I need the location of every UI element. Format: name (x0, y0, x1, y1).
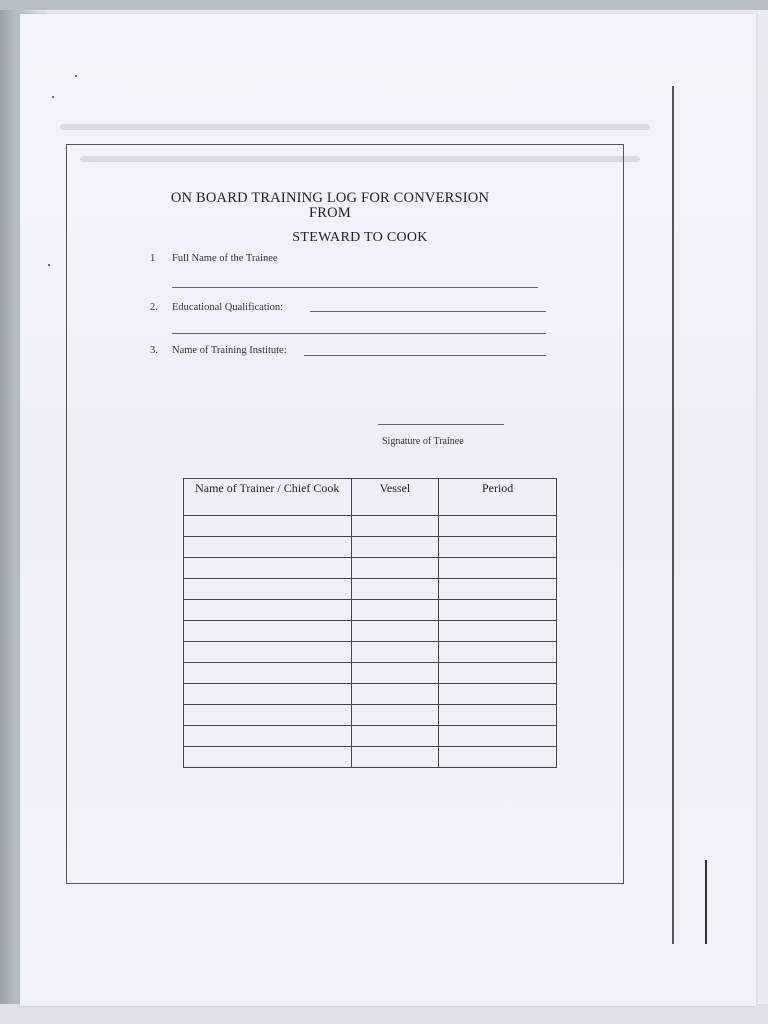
trainer-cell[interactable] (184, 663, 352, 684)
vessel-cell[interactable] (351, 726, 439, 747)
table-row (184, 537, 557, 558)
trainer-cell[interactable] (184, 684, 352, 705)
table-row (184, 684, 557, 705)
bleed-through-smudge (60, 124, 650, 130)
trainer-cell[interactable] (184, 516, 352, 537)
period-cell[interactable] (439, 621, 557, 642)
header-period: Period (439, 479, 557, 516)
vessel-cell[interactable] (351, 600, 439, 621)
period-cell[interactable] (439, 642, 557, 663)
table-row (184, 600, 557, 621)
form-title (150, 191, 510, 221)
table-row (184, 621, 557, 642)
period-cell[interactable] (439, 579, 557, 600)
vessel-cell[interactable] (351, 516, 439, 537)
table-header-row (184, 479, 557, 516)
vessel-cell[interactable] (351, 705, 439, 726)
scan-edge-line (672, 86, 674, 944)
table-row (184, 726, 557, 747)
vessel-cell[interactable] (351, 621, 439, 642)
education-line[interactable] (310, 311, 546, 312)
field-number: 2. (150, 302, 158, 313)
vessel-cell[interactable] (351, 684, 439, 705)
field-label: Name of Training Institute: (172, 345, 287, 356)
vessel-cell[interactable] (351, 558, 439, 579)
trainer-cell[interactable] (184, 558, 352, 579)
trainer-cell[interactable] (184, 642, 352, 663)
table-row (184, 705, 557, 726)
table-row (184, 747, 557, 768)
title-line-2: FROM (309, 205, 351, 221)
table-row (184, 663, 557, 684)
table-row (184, 579, 557, 600)
table-row (184, 642, 557, 663)
vessel-cell[interactable] (351, 663, 439, 684)
form-subtitle: STEWARD TO COOK (292, 230, 428, 245)
table-body (184, 516, 557, 768)
period-cell[interactable] (439, 537, 557, 558)
period-cell[interactable] (439, 747, 557, 768)
trainer-cell[interactable] (184, 705, 352, 726)
period-cell[interactable] (439, 600, 557, 621)
header-vessel: Vessel (351, 479, 439, 516)
scan-speck (52, 96, 54, 98)
period-cell[interactable] (439, 516, 557, 537)
trainer-cell[interactable] (184, 747, 352, 768)
field-number: 3. (150, 345, 158, 356)
scan-speck (75, 75, 77, 77)
period-cell[interactable] (439, 558, 557, 579)
field-label: Full Name of the Trainee (172, 253, 278, 264)
header-trainer: Name of Trainer / Chief Cook (184, 479, 352, 516)
field-number: 1 (150, 253, 156, 264)
table-row (184, 516, 557, 537)
period-cell[interactable] (439, 705, 557, 726)
period-cell[interactable] (439, 663, 557, 684)
scan-speck (48, 264, 50, 266)
education-line-2[interactable] (172, 333, 546, 334)
table-row (184, 558, 557, 579)
scan-edge-line-tail (705, 860, 707, 944)
signature-label: Signature of Trainee (382, 436, 464, 447)
title-line-1: ON BOARD TRAINING LOG FOR CONVERSION (170, 190, 490, 206)
training-log-table (183, 478, 557, 768)
vessel-cell[interactable] (351, 579, 439, 600)
institute-line[interactable] (304, 355, 546, 356)
scan-background-bottom (0, 1004, 768, 1024)
period-cell[interactable] (439, 726, 557, 747)
trainer-cell[interactable] (184, 726, 352, 747)
vessel-cell[interactable] (351, 642, 439, 663)
trainer-cell[interactable] (184, 600, 352, 621)
scan-background-top (0, 0, 768, 10)
full-name-line[interactable] (172, 287, 538, 288)
trainer-cell[interactable] (184, 537, 352, 558)
period-cell[interactable] (439, 684, 557, 705)
field-label: Educational Qualification: (172, 302, 284, 313)
vessel-cell[interactable] (351, 747, 439, 768)
trainer-cell[interactable] (184, 579, 352, 600)
signature-line[interactable] (378, 424, 504, 425)
trainer-cell[interactable] (184, 621, 352, 642)
vessel-cell[interactable] (351, 537, 439, 558)
